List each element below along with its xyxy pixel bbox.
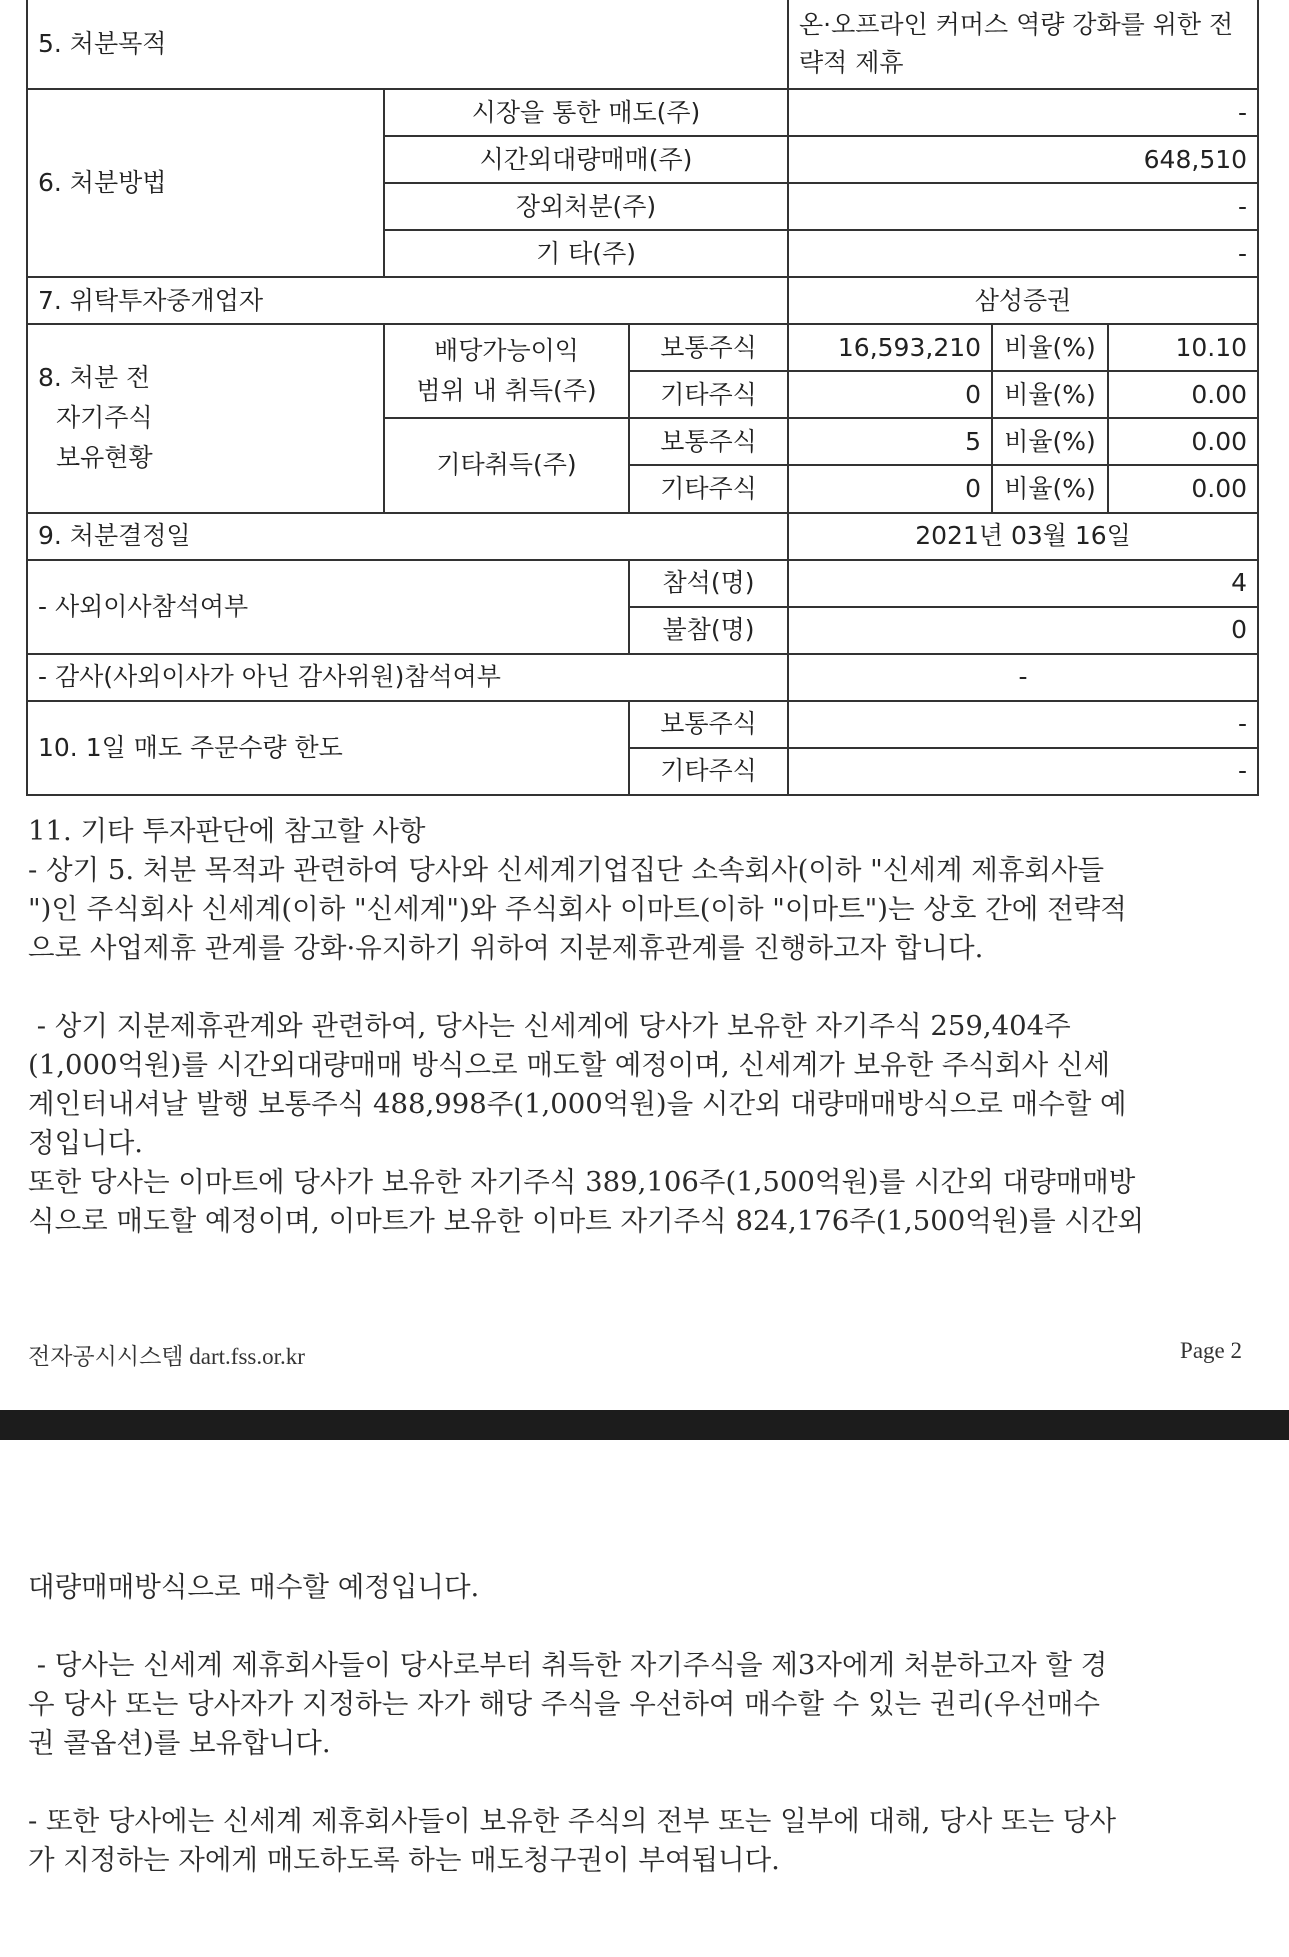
- notes-line: 식으로 매도할 예정이며, 이마트가 보유한 이마트 자기주식 824,176주(1,500억원)를 시간외: [28, 1205, 1145, 1237]
- holdings-group-other: 기타취득(주): [384, 418, 629, 512]
- purpose-label: 5. 처분목적: [27, 0, 788, 89]
- disposal-table: [26, 0, 1259, 796]
- notes-line: - 상기 지분제휴관계와 관련하여, 당사는 신세계에 당사가 보유한 자기주식 259,404주: [28, 1010, 1071, 1042]
- method-sub-label: 시장을 통한 매도(주): [384, 89, 788, 136]
- decision-date-label: 9. 처분결정일: [27, 513, 788, 560]
- notes-line: - 상기 5. 처분 목적과 관련하여 당사와 신세계기업집단 소속회사(이하 "신세계 제휴회사들: [28, 854, 1105, 886]
- notes-line: - 당사는 신세계 제휴회사들이 당사로부터 취득한 자기주식을 제3자에게 처분하고자 할 경: [28, 1649, 1108, 1681]
- page-divider: [0, 1410, 1289, 1440]
- ratio-label: 비율(%): [992, 465, 1108, 512]
- footer-site: 전자공시시스템 dart.fss.or.kr: [28, 1344, 305, 1369]
- broker-value: 삼성증권: [788, 277, 1258, 324]
- notes-line: (1,000억원)를 시간외대량매매 방식으로 매도할 예정이며, 신세계가 보유한 주식회사 신세: [28, 1049, 1111, 1081]
- holdings-label-line2: 자기주식: [56, 403, 153, 433]
- notes-line: 으로 사업제휴 관계를 강화·유지하기 위하여 지분제휴관계를 진행하고자 합니다.: [28, 932, 984, 964]
- attend-label: 참석(명): [629, 560, 788, 607]
- notes-line: 정입니다.: [28, 1127, 144, 1159]
- stock-qty: 0: [788, 371, 992, 418]
- stock-type: 보통주식: [629, 701, 788, 748]
- limit-value: -: [788, 748, 1258, 795]
- method-sub-label: 장외처분(주): [384, 183, 788, 230]
- daily-limit-label: 10. 1일 매도 주문수량 한도: [27, 701, 629, 795]
- continued-text: [28, 1568, 1258, 1880]
- ratio-value: 0.00: [1108, 465, 1258, 512]
- method-sub-label: 시간외대량매매(주): [384, 136, 788, 183]
- auditor-label: - 감사(사외이사가 아닌 감사위원)참석여부: [27, 654, 788, 701]
- stock-qty: 16,593,210: [788, 324, 992, 371]
- blank-line: [28, 1763, 1258, 1802]
- notes-line: 가 지정하는 자에게 매도하도록 하는 매도청구권이 부여됩니다.: [28, 1844, 780, 1876]
- attend-value: 4: [788, 560, 1258, 607]
- notes-line: 대량매매방식으로 매수할 예정입니다.: [28, 1571, 480, 1603]
- holdings-label-line3: 보유현황: [56, 443, 153, 473]
- absent-label: 불참(명): [629, 607, 788, 654]
- ratio-label: 비율(%): [992, 371, 1108, 418]
- method-sub-value: 648,510: [788, 136, 1258, 183]
- stock-qty: 5: [788, 418, 992, 465]
- stock-qty: 0: [788, 465, 992, 512]
- notes-heading: 11. 기타 투자판단에 참고할 사항: [28, 815, 426, 847]
- ratio-value: 0.00: [1108, 418, 1258, 465]
- stock-type: 보통주식: [629, 418, 788, 465]
- footer-page-number: Page 2: [1180, 1338, 1242, 1363]
- stock-type: 기타주식: [629, 465, 788, 512]
- purpose-value: 온·오프라인 커머스 역량 강화를 위한 전략적 제휴: [788, 0, 1258, 89]
- holdings-group-dividend-line1: 배당가능이익: [434, 336, 579, 366]
- holdings-group-dividend: [384, 324, 629, 418]
- document-page: [0, 1440, 1289, 1957]
- stock-type: 기타주식: [629, 748, 788, 795]
- absent-value: 0: [788, 607, 1258, 654]
- stock-type: 보통주식: [629, 324, 788, 371]
- blank-line: [28, 1607, 1258, 1646]
- notes-line: ")인 주식회사 신세계(이하 "신세계")와 주식회사 이마트(이하 "이마트")는 상호 간에 전략적: [28, 893, 1127, 925]
- auditor-value: -: [788, 654, 1258, 701]
- ratio-label: 비율(%): [992, 418, 1108, 465]
- notes-section: [28, 812, 1258, 1241]
- notes-line: 또한 당사는 이마트에 당사가 보유한 자기주식 389,106주(1,500억원)를 시간외 대량매매방: [28, 1166, 1136, 1198]
- notes-line: 계인터내셔날 발행 보통주식 488,998주(1,000억원)을 시간외 대량매매방식으로 매수할 예: [28, 1088, 1127, 1120]
- outside-director-label: - 사외이사참석여부: [27, 560, 629, 654]
- holdings-group-dividend-line2: 범위 내 취득(주): [416, 376, 597, 406]
- notes-line: - 또한 당사에는 신세계 제휴회사들이 보유한 주식의 전부 또는 일부에 대해, 당사 또는 당사: [28, 1805, 1117, 1837]
- holdings-label: [27, 324, 384, 512]
- stock-type: 기타주식: [629, 371, 788, 418]
- method-sub-value: -: [788, 230, 1258, 277]
- method-sub-value: -: [788, 183, 1258, 230]
- ratio-value: 10.10: [1108, 324, 1258, 371]
- ratio-label: 비율(%): [992, 324, 1108, 371]
- blank-line: [28, 968, 1258, 1007]
- notes-line: 권 콜옵션)를 보유합니다.: [28, 1727, 331, 1759]
- holdings-label-line1: 8. 처분 전: [38, 363, 151, 393]
- notes-line: 우 당사 또는 당사자가 지정하는 자가 해당 주식을 우선하여 매수할 수 있는 권리(우선매수: [28, 1688, 1100, 1720]
- method-sub-value: -: [788, 89, 1258, 136]
- decision-date-value: 2021년 03월 16일: [788, 513, 1258, 560]
- broker-label: 7. 위탁투자중개업자: [27, 277, 788, 324]
- method-label: 6. 처분방법: [27, 89, 384, 277]
- method-sub-label: 기 타(주): [384, 230, 788, 277]
- limit-value: -: [788, 701, 1258, 748]
- ratio-value: 0.00: [1108, 371, 1258, 418]
